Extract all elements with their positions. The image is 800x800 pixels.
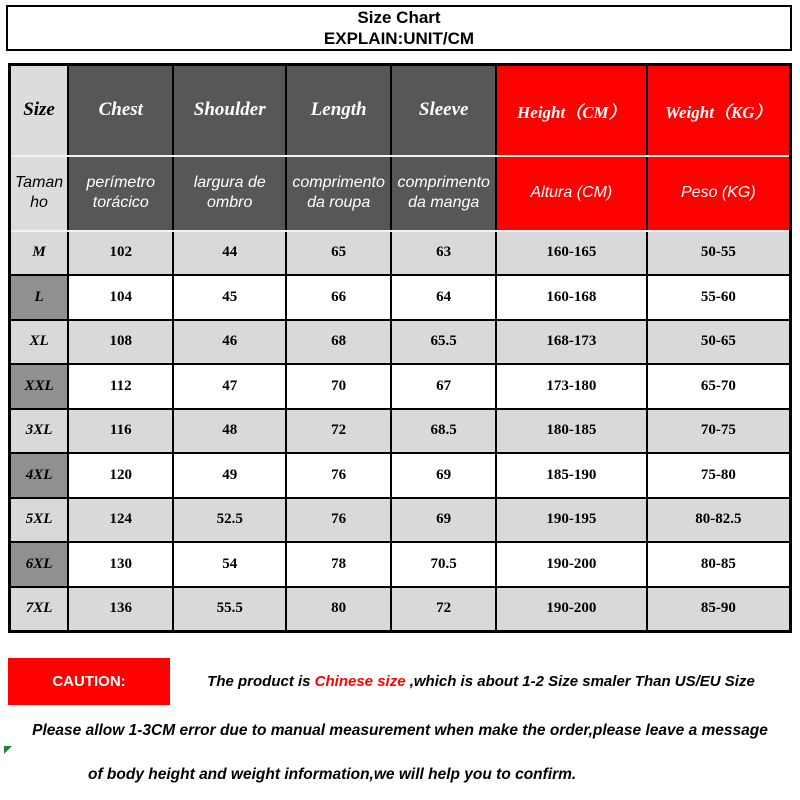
size-cell: 4XL bbox=[10, 453, 69, 498]
caution-text-before: The product is bbox=[207, 673, 315, 690]
data-cell: 52.5 bbox=[173, 498, 285, 543]
data-cell: 80-82.5 bbox=[647, 498, 791, 543]
table-row bbox=[10, 231, 791, 276]
data-cell: 65.5 bbox=[391, 320, 496, 365]
size-table bbox=[8, 63, 792, 633]
caution-badge: CAUTION: bbox=[8, 658, 170, 705]
data-cell: 70-75 bbox=[647, 409, 791, 454]
data-cell: 75-80 bbox=[647, 453, 791, 498]
data-cell: 78 bbox=[286, 542, 391, 587]
data-cell: 160-165 bbox=[496, 231, 647, 276]
col-header-length: Length bbox=[286, 65, 391, 156]
data-cell: 67 bbox=[391, 364, 496, 409]
col-header-perimetro: perímetro torácico bbox=[68, 156, 173, 231]
comment-marker-icon bbox=[4, 746, 12, 754]
data-cell: 190-195 bbox=[496, 498, 647, 543]
data-cell: 116 bbox=[68, 409, 173, 454]
col-header-largura: largura de ombro bbox=[173, 156, 285, 231]
data-cell: 112 bbox=[68, 364, 173, 409]
data-cell: 136 bbox=[68, 587, 173, 632]
data-cell: 49 bbox=[173, 453, 285, 498]
data-cell: 50-65 bbox=[647, 320, 791, 365]
col-header-height: Height（CM） bbox=[496, 65, 647, 156]
col-header-tamanho: Tamanho bbox=[10, 156, 69, 231]
data-cell: 76 bbox=[286, 498, 391, 543]
data-cell: 72 bbox=[391, 587, 496, 632]
data-cell: 69 bbox=[391, 498, 496, 543]
size-cell: L bbox=[10, 275, 69, 320]
size-cell: M bbox=[10, 231, 69, 276]
note-line-2: of body height and weight information,we will help you to confirm. bbox=[88, 766, 577, 783]
page-title: Size Chart bbox=[357, 8, 441, 27]
size-cell: 3XL bbox=[10, 409, 69, 454]
data-cell: 47 bbox=[173, 364, 285, 409]
caution-row bbox=[8, 658, 792, 705]
table-row bbox=[10, 453, 791, 498]
col-header-size: Size bbox=[10, 65, 69, 156]
data-cell: 55.5 bbox=[173, 587, 285, 632]
data-cell: 120 bbox=[68, 453, 173, 498]
data-cell: 85-90 bbox=[647, 587, 791, 632]
size-cell: XL bbox=[10, 320, 69, 365]
table-body bbox=[10, 231, 791, 632]
data-cell: 66 bbox=[286, 275, 391, 320]
data-cell: 104 bbox=[68, 275, 173, 320]
data-cell: 124 bbox=[68, 498, 173, 543]
col-header-sleeve: Sleeve bbox=[391, 65, 496, 156]
data-cell: 80-85 bbox=[647, 542, 791, 587]
data-cell: 180-185 bbox=[496, 409, 647, 454]
data-cell: 72 bbox=[286, 409, 391, 454]
size-cell: 6XL bbox=[10, 542, 69, 587]
data-cell: 80 bbox=[286, 587, 391, 632]
data-cell: 68 bbox=[286, 320, 391, 365]
col-header-peso: Peso (KG) bbox=[647, 156, 791, 231]
col-header-chest: Chest bbox=[68, 65, 173, 156]
caution-text bbox=[170, 658, 792, 705]
header-row-portuguese bbox=[10, 156, 791, 231]
table-row bbox=[10, 275, 791, 320]
caution-text-after: ,which is about 1-2 Size smaler Than US/EU Size bbox=[405, 673, 755, 690]
table-row bbox=[10, 587, 791, 632]
data-cell: 173-180 bbox=[496, 364, 647, 409]
data-cell: 130 bbox=[68, 542, 173, 587]
col-header-weight: Weight（KG） bbox=[647, 65, 791, 156]
data-cell: 160-168 bbox=[496, 275, 647, 320]
data-cell: 190-200 bbox=[496, 542, 647, 587]
data-cell: 65-70 bbox=[647, 364, 791, 409]
data-cell: 65 bbox=[286, 231, 391, 276]
data-cell: 46 bbox=[173, 320, 285, 365]
size-cell: 5XL bbox=[10, 498, 69, 543]
col-header-comprimento-roupa: comprimento da roupa bbox=[286, 156, 391, 231]
title-box bbox=[6, 5, 792, 51]
data-cell: 185-190 bbox=[496, 453, 647, 498]
table-row bbox=[10, 364, 791, 409]
size-cell: XXL bbox=[10, 364, 69, 409]
caution-highlight: Chinese size bbox=[314, 673, 406, 690]
data-cell: 70 bbox=[286, 364, 391, 409]
col-header-shoulder: Shoulder bbox=[173, 65, 285, 156]
data-cell: 108 bbox=[68, 320, 173, 365]
data-cell: 76 bbox=[286, 453, 391, 498]
size-cell: 7XL bbox=[10, 587, 69, 632]
data-cell: 64 bbox=[391, 275, 496, 320]
data-cell: 55-60 bbox=[647, 275, 791, 320]
data-cell: 69 bbox=[391, 453, 496, 498]
data-cell: 48 bbox=[173, 409, 285, 454]
table-row bbox=[10, 320, 791, 365]
table-row bbox=[10, 542, 791, 587]
table-row bbox=[10, 409, 791, 454]
data-cell: 70.5 bbox=[391, 542, 496, 587]
data-cell: 190-200 bbox=[496, 587, 647, 632]
data-cell: 63 bbox=[391, 231, 496, 276]
data-cell: 102 bbox=[68, 231, 173, 276]
data-cell: 168-173 bbox=[496, 320, 647, 365]
table-header bbox=[10, 65, 791, 231]
data-cell: 44 bbox=[173, 231, 285, 276]
data-cell: 68.5 bbox=[391, 409, 496, 454]
note-line-1: Please allow 1-3CM error due to manual measurement when make the order,please leave a message bbox=[32, 722, 768, 739]
col-header-comprimento-manga: comprimento da manga bbox=[391, 156, 496, 231]
table-row bbox=[10, 498, 791, 543]
header-row-english bbox=[10, 65, 791, 156]
col-header-altura: Altura (CM) bbox=[496, 156, 647, 231]
page-subtitle: EXPLAIN:UNIT/CM bbox=[323, 29, 475, 48]
data-cell: 50-55 bbox=[647, 231, 791, 276]
data-cell: 54 bbox=[173, 542, 285, 587]
data-cell: 45 bbox=[173, 275, 285, 320]
